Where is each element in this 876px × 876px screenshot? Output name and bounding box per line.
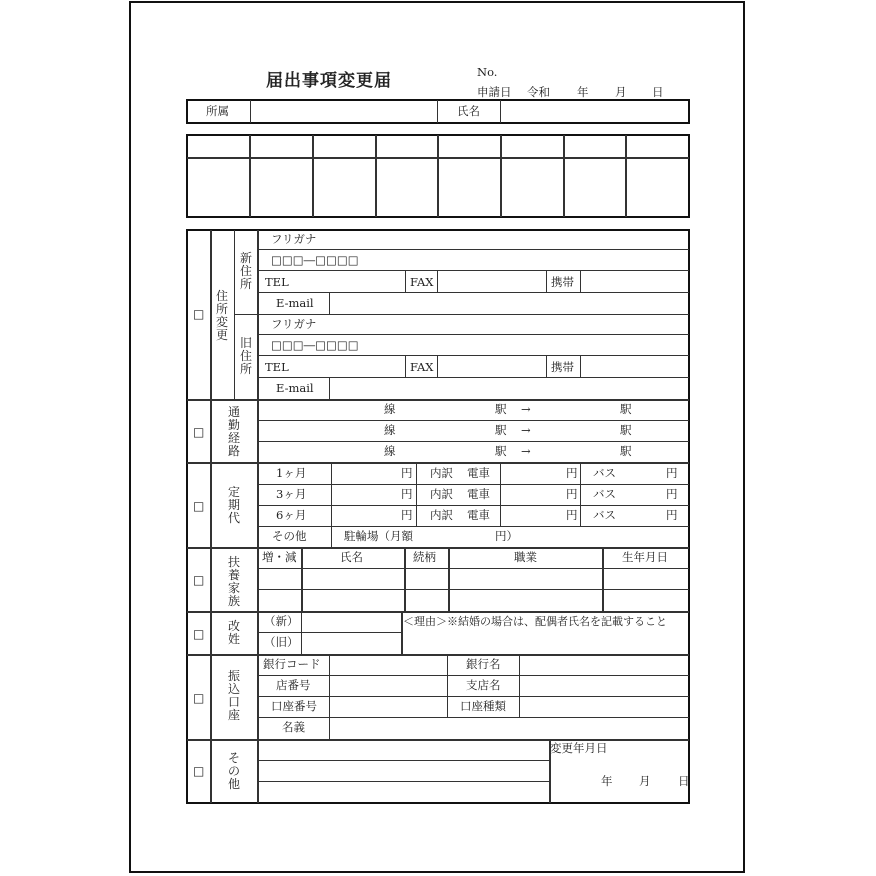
change-year-label: 年 <box>601 774 613 788</box>
surname-new-label: （新） <box>264 614 299 628</box>
dept-field[interactable] <box>252 101 436 122</box>
parking-yen-label: 円） <box>495 529 518 543</box>
old-tel-label: TEL <box>265 360 289 374</box>
change-month-label: 月 <box>639 774 651 788</box>
pass-yen-2: 円 <box>401 487 413 501</box>
old-postal-code[interactable]: □□□―□□□□ <box>271 338 359 352</box>
commute-line-label-2: 線 <box>384 423 396 437</box>
pass-train-yen-2: 円 <box>566 487 578 501</box>
pass-period-3: 6ヶ月 <box>276 508 307 522</box>
pass-train-3: 電車 <box>467 508 490 522</box>
surname-change-checkbox[interactable]: □ <box>193 627 205 641</box>
commute-line-label-1: 線 <box>384 402 396 416</box>
family-section-label: 扶養家族 <box>227 555 240 608</box>
pass-bus-yen-2: 円 <box>666 487 678 501</box>
bank-section-label: 振込口座 <box>227 669 240 722</box>
old-furigana-label: フリガナ <box>271 317 317 331</box>
new-email-label: E-mail <box>276 296 314 310</box>
other-section-label: その他 <box>227 751 240 791</box>
day-label: 日 <box>652 85 664 99</box>
new-tel-label: TEL <box>265 275 289 289</box>
pass-bus-yen-1: 円 <box>666 466 678 480</box>
surname-section-label: 改姓 <box>227 619 240 646</box>
number-label: No. <box>477 65 498 79</box>
commute-arrow-3: → <box>521 444 531 458</box>
name-field[interactable] <box>502 101 688 122</box>
commute-station-label-1: 駅 <box>495 402 507 416</box>
commute-arrow-1: → <box>521 402 531 416</box>
commute-station-label-2: 駅 <box>495 423 507 437</box>
commute-dest-station-1: 駅 <box>620 402 632 416</box>
commute-section-label: 通勤経路 <box>227 405 240 458</box>
address-change-checkbox[interactable]: □ <box>193 307 205 321</box>
old-email-label: E-mail <box>276 381 314 395</box>
bank-code-label: 銀行コード <box>263 657 321 671</box>
pass-breakdown-1: 内訳 <box>430 466 453 480</box>
commute-arrow-2: → <box>521 423 531 437</box>
commute-change-checkbox[interactable]: □ <box>193 425 205 439</box>
pass-yen-1: 円 <box>401 466 413 480</box>
pass-other-label: その他 <box>272 529 307 543</box>
pass-train-yen-3: 円 <box>566 508 578 522</box>
surname-reason-note: ＜理由＞※結婚の場合は、配偶者氏名を記載すること <box>403 615 667 628</box>
bank-change-checkbox[interactable]: □ <box>193 691 205 705</box>
change-day-label: 日 <box>678 774 690 788</box>
commute-dest-station-3: 駅 <box>620 444 632 458</box>
commute-dest-station-2: 駅 <box>620 423 632 437</box>
change-date-label: 変更年月日 <box>550 741 608 755</box>
account-number-label: 口座番号 <box>271 699 317 713</box>
pass-train-yen-1: 円 <box>566 466 578 480</box>
new-postal-code[interactable]: □□□―□□□□ <box>271 253 359 267</box>
pass-train-1: 電車 <box>467 466 490 480</box>
new-furigana-label: フリガナ <box>271 232 317 246</box>
other-change-checkbox[interactable]: □ <box>193 764 205 778</box>
pass-yen-3: 円 <box>401 508 413 522</box>
account-holder-label: 名義 <box>282 720 305 734</box>
old-mobile-label: 携帯 <box>551 360 574 374</box>
bank-name-label: 銀行名 <box>466 657 501 671</box>
family-change-checkbox[interactable]: □ <box>193 573 205 587</box>
new-address-label: 新住所 <box>239 251 252 291</box>
family-col-birthdate: 生年月日 <box>622 550 668 564</box>
family-col-relation: 続柄 <box>413 550 436 564</box>
commute-line-label-3: 線 <box>384 444 396 458</box>
dept-label: 所属 <box>206 104 229 118</box>
branch-name-label: 支店名 <box>466 678 501 692</box>
pass-period-1: 1ヶ月 <box>276 466 307 480</box>
family-col-name: 氏名 <box>340 550 363 564</box>
account-type-label: 口座種類 <box>460 699 506 713</box>
surname-old-label: （旧） <box>264 635 299 649</box>
pass-train-2: 電車 <box>467 487 490 501</box>
month-label: 月 <box>615 85 627 99</box>
era-label: 令和 <box>527 85 550 99</box>
branch-number-label: 店番号 <box>276 678 311 692</box>
apply-date-label: 申請日 <box>477 85 512 99</box>
pass-bus-1: バス <box>593 466 616 480</box>
pass-breakdown-2: 内訳 <box>430 487 453 501</box>
pass-bus-2: バス <box>593 487 616 501</box>
pass-bus-yen-3: 円 <box>666 508 678 522</box>
pass-breakdown-3: 内訳 <box>430 508 453 522</box>
old-address-label: 旧住所 <box>239 336 252 376</box>
year-label: 年 <box>577 85 589 99</box>
commute-station-label-3: 駅 <box>495 444 507 458</box>
family-col-occupation: 職業 <box>514 550 537 564</box>
form-title: 届出事項変更届 <box>266 71 392 91</box>
pass-section-label: 定期代 <box>227 485 240 525</box>
pass-period-2: 3ヶ月 <box>276 487 307 501</box>
address-section-label: 住所変更 <box>215 289 228 342</box>
pass-bus-3: バス <box>593 508 616 522</box>
pass-change-checkbox[interactable]: □ <box>193 499 205 513</box>
old-fax-label: FAX <box>410 360 434 374</box>
parking-label: 駐輪場（月額 <box>344 529 413 543</box>
new-mobile-label: 携帯 <box>551 275 574 289</box>
family-col-change: 増・減 <box>262 550 297 564</box>
new-fax-label: FAX <box>410 275 434 289</box>
name-label: 氏名 <box>457 104 480 118</box>
